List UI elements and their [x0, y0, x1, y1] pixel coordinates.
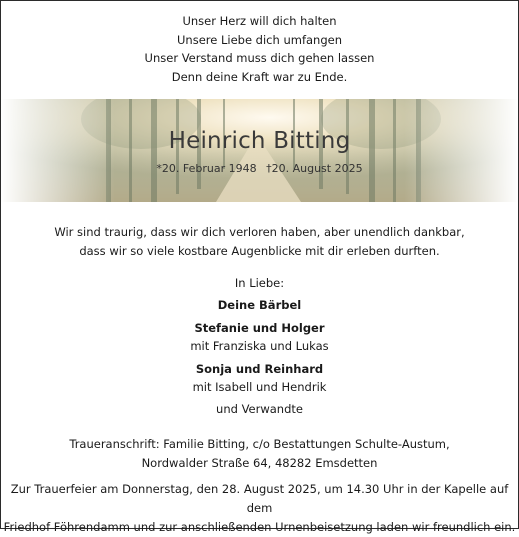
- life-dates: [1, 162, 518, 175]
- family-children: mit Franziska und Lukas: [190, 339, 329, 353]
- poem-line: Unser Herz will dich halten: [182, 14, 337, 28]
- poem-line: Unsere Liebe dich umfangen: [177, 32, 342, 47]
- birth-date: *20. Februar 1948: [156, 162, 257, 175]
- farewell-message: [1, 223, 518, 261]
- relatives: und Verwandte: [216, 402, 303, 416]
- mourning-address: [1, 435, 518, 473]
- family-names: Sonja und Reinhard: [195, 362, 324, 376]
- poem-line: Denn deine Kraft war zu Ende.: [171, 69, 348, 84]
- mourners-intro: In Liebe:: [234, 276, 285, 290]
- ceremony-line: Zur Trauerfeier am Donnerstag, den 28. August 2025, um 14.30 Uhr in der Kapelle auf dem: [10, 482, 509, 515]
- poem-line: Unser Verstand muss dich gehen lassen: [144, 51, 375, 65]
- address-line: Traueranschrift: Familie Bitting, c/o Bestattungen Schulte-Austum,: [69, 437, 450, 451]
- spouse-name: Deine Bärbel: [217, 298, 302, 312]
- family-names: Stefanie und Holger: [194, 321, 325, 335]
- death-date: †20. August 2025: [266, 162, 363, 175]
- ceremony-invitation: [1, 480, 518, 537]
- message-line: Wir sind traurig, dass wir dich verloren haben, aber unendlich dankbar,: [54, 225, 465, 239]
- family-children: mit Isabell und Hendrik: [192, 380, 327, 394]
- poem: [1, 12, 518, 86]
- ceremony-line: Friedhof Föhrendamm und zur anschließenden Urnenbeisetzung laden wir freundlich ein.: [3, 520, 516, 534]
- address-line: Nordwalder Straße 64, 48282 Emsdetten: [141, 456, 378, 470]
- message-line: dass wir so viele kostbare Augenblicke mit dir erleben durften.: [79, 244, 440, 258]
- deceased-name: Heinrich Bitting: [168, 128, 351, 154]
